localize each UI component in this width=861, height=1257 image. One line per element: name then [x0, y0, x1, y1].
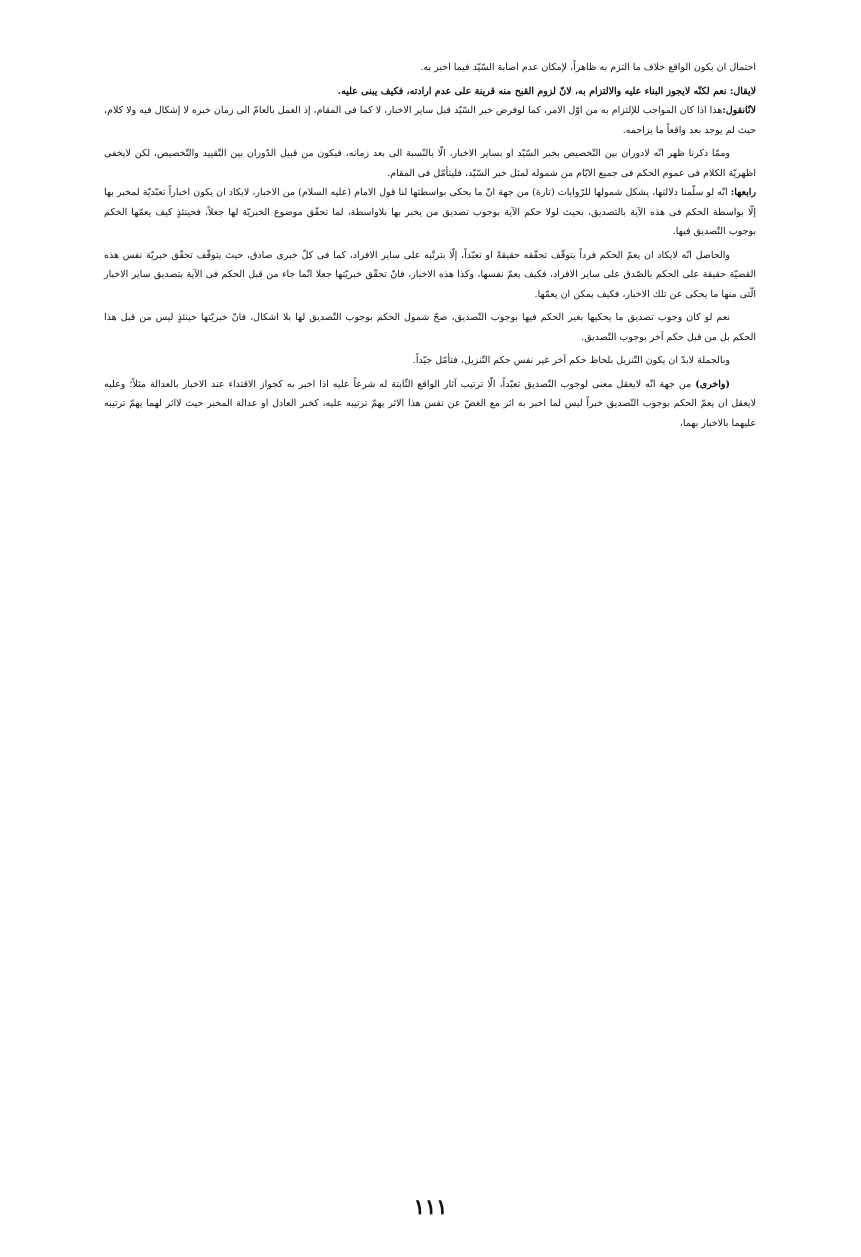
paragraph-text: هذا اذا كان المواجب للإلتزام به من اوّل الامر، كما لوفرض خبر السّيّد قبل ساير الاخبار، لا كما فى المقام، إذ العمل بالعامّ الى زمان خبره لا إشكال فيه ولا كلام، حيث لم يوجد بعد واقعاً ما يزاحمه. — [104, 105, 756, 136]
document-page — [104, 58, 756, 1198]
paragraph-text: وممّا ذكرنا ظهر انّه لادوران بين التّخصيص بخبر السّيّد او بساير الاخبار، الّا بالنّسبة الى بعد زمانه، فيكون من قبيل الدّوران بين التّقييد والتّخصيص، لكن لايخفى اظهريّة الكلام فى عموم الحكم فى جميع الايّام من شموله لمثل خبر السّيّد، فليتأمّل فى المقام. — [104, 148, 756, 179]
paragraph-lead: لايقال: — [729, 85, 756, 97]
paragraph-mimma-dhakarna — [104, 144, 756, 183]
paragraph-li-anna-naqul — [104, 101, 756, 140]
paragraph-wa-ukhra — [104, 375, 756, 434]
paragraph-text: نعم لكنّه لايجوز البناء عليه والالتزام به، لانّ لزوم القبح منه قرينة على عدم ارادته، فكيف يبنى عليه. — [337, 85, 730, 97]
paragraph-text: من جهة انّه لايعقل معنى لوجوب التّصديق تعبّداً، الّا ترتيب آثار الواقع الثّابتة له شرعاً عليه اذا اخبر به كجواز الاقتداء عند الاخبار بالعدالة مثلاً؛ وعليه لايعقل ان يعمّ الحكم بوجوب التّصديق خبراً ليس لما اخبر به اثر مع الغضّ عن نفس هذا الاثر يهمّ ترتيبه عليه، كخبر العادل او عدالة المخبر حيث لااثر لهما يهمّ ترتيبه عليهما بالاخبار بهما، — [104, 378, 756, 429]
paragraph-text: نعم لو كان وجوب تصديق ما يحكيها بغير الحكم فيها بوجوب التّصديق، صحّ شمول الحكم بوجوب التّصديق لها بلا اشكال، فانّ خبريّتها حينئذٍ ليس من قبل هذا الحكم بل من قبل حكم آخر بوجوب التّصديق. — [104, 312, 756, 343]
paragraph-lead: (واخرى) — [695, 378, 730, 390]
paragraph-continuation — [104, 58, 756, 78]
paragraph-al-hasil — [104, 246, 756, 305]
paragraph-text: والحاصل انّه لايكاد ان يعمّ الحكم فرداً يتوقّف تحقّقه حقيقةً او تعبّداً، إلّا بترتّبه على ساير الافراد، كما فى كلّ خبرى صادق، حيث يتوقّف تحقّق خبريّة نفس هذه القضيّة حقيقة على الحكم بالصّدق على ساير الافراد، فكيف يعمّ نفسها، وكذا هذه الاخبار، فانّ تحقّق خبريّتها جعلا انّما جاء من قبل الحكم فى الآية بتصديق ساير الاخبار الّتى منها ما يحكى عن تلك الاخبار، فكيف يمكن ان يعمّها. — [104, 249, 756, 300]
paragraph-lead: لانّانقول: — [722, 105, 756, 116]
paragraph-naam-law-kana — [104, 308, 756, 347]
paragraph-text: وبالجملة لابدّ ان يكون التّنزيل بلحاظ حكم آخر غير نفس حكم التّنزيل، فتأمّل جيّداً. — [412, 355, 730, 366]
page-number: ١١١ — [413, 1194, 448, 1219]
paragraph-lead: رابعها: — [730, 187, 756, 198]
paragraph-text: احتمال ان يكون الواقع خلاف ما التزم به ظاهراً، لإمكان عدم اصابة السّيّد فيما اخبر به. — [420, 62, 756, 73]
paragraph-text: انّه لو سلّمنا دلالتها، يشكل شمولها للرّوايات (تارة) من جهة انّ ما يحكى بواسطتها لنا قول الامام (عليه السلام) من الاخبار، لايكاد ان يكون اخباراً تعبّديّة لمخبر بها إلّا بواسطة الحكم فى هذه الآية بالتصديق، بحيث لولا حكم الآية بوجوب تصديق من يخبر بها بلاواسطة، لما تحقّق موضوع الخبريّة لها جعلاً، فحينئذٍ كيف يعمّها الحكم بوجوب التّصديق فيها. — [104, 187, 756, 237]
paragraph-rabiuha — [104, 183, 756, 242]
paragraph-la-yuqal — [104, 82, 756, 102]
paragraph-bil-jumla — [104, 351, 756, 371]
